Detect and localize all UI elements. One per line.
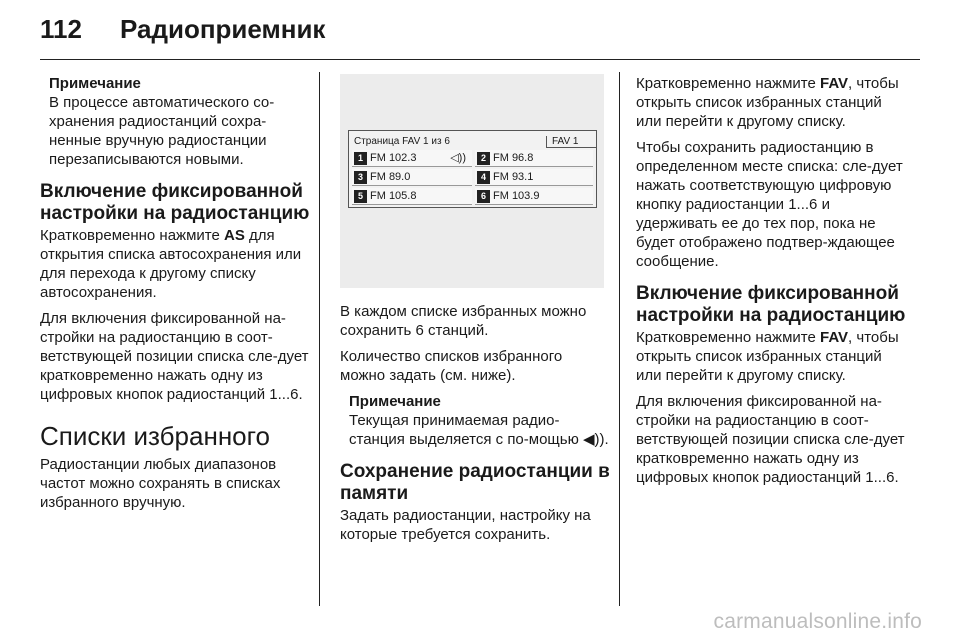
- note-block: [40, 74, 310, 169]
- key-label: FAV: [819, 329, 849, 346]
- station-slot: [475, 169, 593, 186]
- display-tab: FAV 1: [546, 136, 596, 148]
- paragraph: Для включения фиксированной на-стройки на радиостанцию в соот-ветствующей позиции списка сле-дует кратковременно нажать одну из цифровых кнопок радиостанций 1...6.: [636, 393, 905, 486]
- slot-number: 5: [354, 190, 367, 203]
- key-label: FAV: [819, 75, 849, 92]
- text: Кратковременно нажмите: [636, 75, 820, 92]
- text: , чтобы открыть список избранных станций или перейти к другому списку.: [636, 75, 899, 130]
- paragraph: Количество списков избранного можно задать (см. ниже).: [340, 348, 563, 384]
- column-left: [40, 74, 310, 519]
- station-slot: [352, 169, 472, 186]
- slot-number: 6: [477, 190, 490, 203]
- paragraph: Радиостанции любых диапазонов частот можно сохранять в списках избранного вручную.: [40, 456, 281, 511]
- speaker-icon: ◁)): [450, 152, 466, 164]
- slot-number: 1: [354, 152, 367, 165]
- note-title: Примечание: [49, 75, 141, 92]
- paragraph: Чтобы сохранить радиостанцию в определенном месте списка: сле-дует нажать соответствующую цифровую кнопку радиостанции 1...6 и удерживать ее до тех пор, пока не будет отображено подтвер-ждающее сообщение.: [636, 139, 903, 270]
- key-label: AS: [223, 227, 245, 244]
- station-frequency: FM 89.0: [370, 171, 411, 183]
- section-heading: Сохранение радиостанции в памяти: [340, 461, 610, 504]
- chapter-title: Радиоприемник: [120, 14, 326, 44]
- text: , чтобы открыть список избранных станций или перейти к другому списку.: [636, 329, 899, 384]
- station-frequency: FM 103.9: [493, 190, 540, 202]
- section-heading: Включение фиксированной настройки на радиостанцию: [636, 283, 906, 326]
- note-text: Текущая принимаемая радио-станция выделяется с по-мощью ◀︎)).: [349, 412, 609, 448]
- station-frequency: FM 102.3: [370, 152, 417, 164]
- slot-number: 4: [477, 171, 490, 184]
- slot-number: 2: [477, 152, 490, 165]
- station-frequency: FM 93.1: [493, 171, 534, 183]
- station-frequency: FM 105.8: [370, 190, 417, 202]
- paragraph: Задать радиостанции, настройку на которые требуется сохранить.: [340, 507, 591, 543]
- display-illustration: [340, 74, 604, 288]
- column-right: [636, 74, 908, 494]
- note-title: Примечание: [349, 393, 441, 410]
- station-slot: [352, 188, 472, 205]
- chapter-heading: Списки избранного: [40, 421, 271, 451]
- station-slot: [475, 150, 593, 167]
- column-middle: [340, 74, 610, 551]
- section-heading: Включение фиксированной настройки на радиостанцию: [40, 181, 310, 224]
- paragraph: [636, 74, 908, 131]
- station-slot: [475, 188, 593, 205]
- note-block: [340, 392, 610, 449]
- paragraph: Для включения фиксированной на-стройки на радиостанцию в соот-ветствующей позиции списка сле-дует кратковременно нажать одну из цифровых кнопок радиостанций 1...6.: [40, 310, 309, 403]
- column-divider: [619, 72, 620, 606]
- display-title: Страница FAV 1 из 6: [354, 136, 450, 147]
- text: Кратковременно нажмите: [40, 227, 224, 244]
- text: для открытия списка автосохранения или для перехода к другому списку автосохранения.: [40, 227, 302, 301]
- note-text: В процессе автоматического со-хранения радиостанций сохра-ненные вручную радиостанции перезаписываются новыми.: [49, 94, 275, 168]
- radio-display: [348, 130, 597, 208]
- column-divider: [319, 72, 320, 606]
- watermark: carmanualsonline.info: [713, 610, 922, 633]
- station-frequency: FM 96.8: [493, 152, 534, 164]
- paragraph: [40, 226, 310, 302]
- station-slot: [352, 150, 472, 167]
- page-number: 112: [40, 14, 82, 44]
- paragraph: В каждом списке избранных можно сохранить 6 станций.: [340, 303, 587, 339]
- slot-number: 3: [354, 171, 367, 184]
- paragraph: [636, 328, 908, 385]
- page-header: [40, 14, 920, 50]
- header-rule: [40, 59, 920, 60]
- text: Кратковременно нажмите: [636, 329, 820, 346]
